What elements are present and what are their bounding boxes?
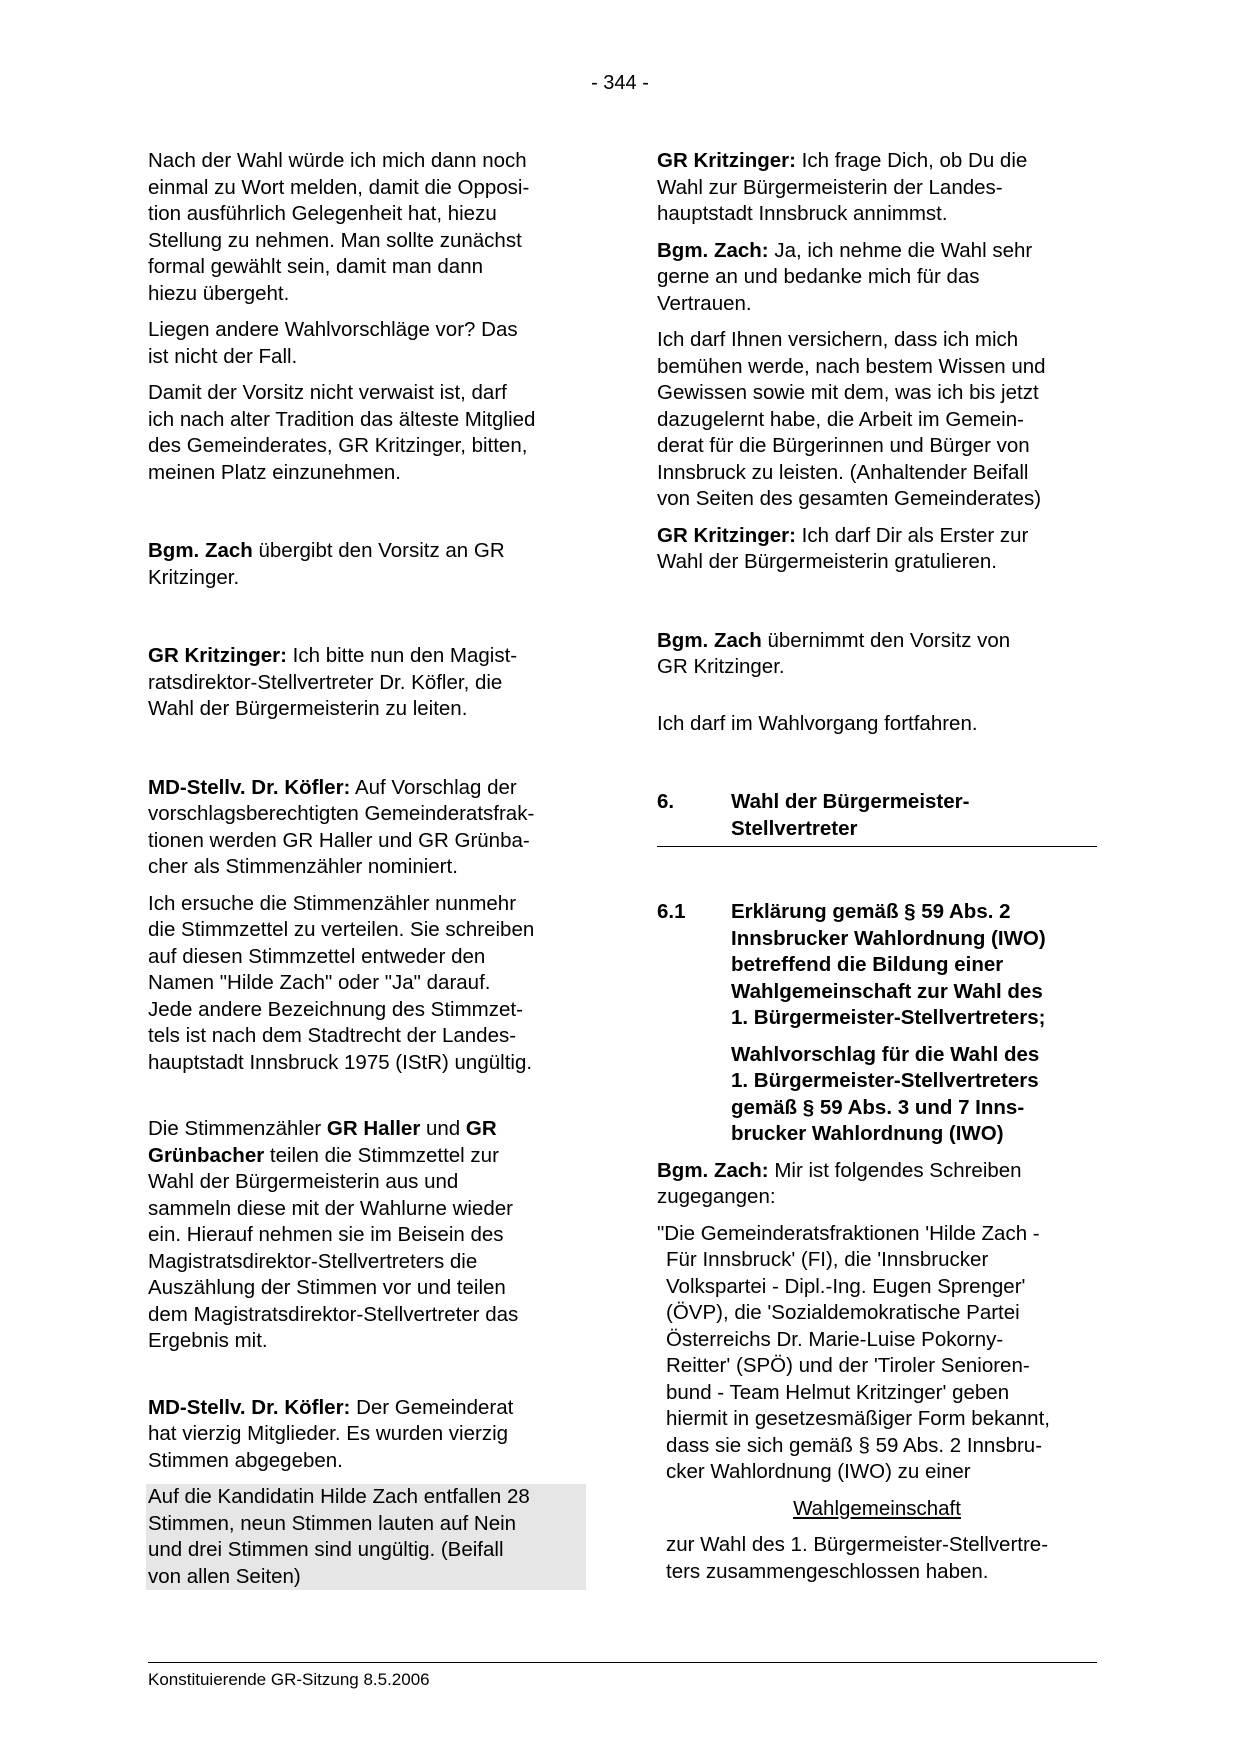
section-title: Erklärung gemäß § 59 Abs. 2 Innsbrucker Wahlordnung (IWO) betreffend die Bildung einer Wahlgemeinschaft zur Wahl des 1. Bürgermeister-Stellvertreters;: [731, 900, 1046, 1029]
speaker-name: MD-Stellv. Dr. Köfler:: [148, 1395, 351, 1419]
paragraph: Damit der Vorsitz nicht verwaist ist, darf ich nach alter Tradition das älteste Mitglied des Gemeinderates, GR Kritzinger, bitten, meinen Platz einzunehmen.: [148, 381, 536, 484]
paragraph: [657, 1158, 1097, 1211]
speech-text: Ja, ich nehme die Wahl sehr gerne an und bedanke mich für das Vertrauen.: [657, 238, 1033, 315]
speech-text: Mir ist folgendes Schreiben zugegangen:: [657, 1158, 1022, 1208]
speech-text: Ich bitte nun den Magist- ratsdirektor-Stellvertreter Dr. Köfler, die Wahl der Bürgermeisterin zu leiten.: [148, 644, 518, 720]
paragraph: [148, 1116, 586, 1355]
paragraph: Liegen andere Wahlvorschläge vor? Das ist nicht der Fall.: [148, 318, 518, 368]
speaker-name: Bgm. Zach:: [657, 238, 769, 262]
quote-body: Für Innsbruck' (FI), die 'Innsbrucker Volkspartei - Dipl.-Ing. Eugen Sprenger' (ÖVP), die 'Sozialdemokratische Partei Österreichs Dr. Marie-Luise Pokorny- Reitter' (SPÖ) und der 'Tiroler Senioren- bund - Team Helmut Kritzinger' geben hiermit in gesetzesmäßiger Form bekannt, dass sie sich gemäß § 59 Abs. 2 Innsbru- cker Wahlordnung (IWO) zu einer: [666, 1248, 1050, 1483]
text-run: und: [420, 1117, 466, 1140]
section-6-1-heading: [657, 899, 1097, 1032]
paragraph: [657, 148, 1097, 228]
paragraph: [657, 523, 1097, 576]
paragraph: [148, 1395, 586, 1475]
speaker-name: GR Grünbacher: [148, 1117, 497, 1167]
left-column: [148, 148, 586, 1600]
text-run: teilen die Stimmzettel zur Wahl der Bürgermeisterin aus und sammeln diese mit der Wahlurne wieder ein. Hierauf nehmen sie im Beisein des Magistratsdirektor-Stellvertreters die Auszählung der Stimmen vor und teilen dem Magistratsdirektor-Stellvertreter das Ergebnis mit.: [148, 1143, 519, 1352]
speaker-name: GR Kritzinger:: [148, 644, 287, 667]
speaker-name: Bgm. Zach:: [657, 1158, 769, 1182]
paragraph: [148, 643, 586, 723]
paragraph: Ich darf im Wahlvorgang fortfahren.: [657, 711, 978, 735]
paragraph: [657, 628, 1097, 681]
centered-term: Wahlgemeinschaft: [793, 1496, 961, 1520]
quote-closing: zur Wahl des 1. Bürgermeister-Stellvertre- ters zusammengeschlossen haben.: [666, 1533, 1049, 1583]
speaker-name: GR Haller: [326, 1117, 421, 1140]
speaker-name: Bgm. Zach: [148, 539, 253, 562]
footer-divider: [148, 1662, 1097, 1663]
section-title: Wahl der Bürgermeister- Stellvertreter: [731, 790, 970, 840]
right-column: [657, 148, 1097, 1595]
speaker-name: GR Kritzinger:: [657, 523, 796, 547]
speech-text: übernimmt den Vorsitz von GR Kritzinger.: [657, 628, 1011, 678]
section-number: 6.: [657, 790, 675, 813]
speech-text: Ich darf Dir als Erster zur Wahl der Bürgermeisterin gratulieren.: [657, 523, 1029, 573]
section-subtitle: Wahlvorschlag für die Wahl des 1. Bürgermeister-Stellvertreters gemäß § 59 Abs. 3 und 7 Inns- brucker Wahlordnung (IWO): [731, 1042, 1040, 1145]
paragraph: Ich darf Ihnen versichern, dass ich mich bemühen werde, nach bestem Wissen und Gewissen sowie mit dem, was ich bis jetzt dazugelernt habe, die Arbeit im Gemein- derat für die Bürgerinnen und Bürger von Innsbruck zu leisten. (Anhaltender Beifall von Seiten des gesamten Gemeinderates): [657, 328, 1046, 510]
footer-text: Konstituierende GR-Sitzung 8.5.2006: [148, 1670, 430, 1689]
paragraph: Ich ersuche die Stimmenzähler nunmehr die Stimmzettel zu verteilen. Sie schreiben auf diesen Stimmzettel entweder den Namen "Hilde Zach" oder "Ja" darauf. Jede andere Bezeichnung des Stimmzet- tels ist nach dem Stadtrecht der Landes- hauptstadt Innsbruck 1975 (IStR) ungültig.: [148, 891, 535, 1074]
section-number: 6.1: [657, 900, 686, 923]
paragraph: [657, 238, 1097, 318]
speaker-name: MD-Stellv. Dr. Köfler:: [148, 775, 351, 799]
speech-text: Der Gemeinderat hat vierzig Mitglieder. Es wurden vierzig Stimmen abgegeben.: [148, 1395, 514, 1472]
speech-text: Ich frage Dich, ob Du die Wahl zur Bürgermeisterin der Landes- hauptstadt Innsbruck annimmst.: [657, 149, 1028, 225]
speaker-name: GR Kritzinger:: [657, 149, 796, 172]
quote-first-line: "Die Gemeinderatsfraktionen 'Hilde Zach -: [657, 1221, 1040, 1245]
paragraph: Nach der Wahl würde ich mich dann noch einmal zu Wort melden, damit die Opposi- tion ausführlich Gelegenheit hat, hiezu Stellung zu nehmen. Man sollte zunächst formal gewählt sein, damit man dann hiezu übergeht.: [148, 149, 530, 305]
paragraph: [148, 538, 586, 591]
speech-text: übergibt den Vorsitz an GR Kritzinger.: [148, 539, 505, 589]
paragraph: [148, 775, 586, 881]
highlighted-result: Auf die Kandidatin Hilde Zach entfallen 28 Stimmen, neun Stimmen lauten auf Nein und drei Stimmen sind ungültig. (Beifall von allen Seiten): [146, 1484, 586, 1590]
text-run: Die Stimmenzähler: [148, 1117, 327, 1140]
speaker-name: Bgm. Zach: [657, 628, 762, 652]
page-number: - 344 -: [591, 72, 649, 94]
speech-text: Auf Vorschlag der vorschlagsberechtigten Gemeinderatsfrak- tionen werden GR Haller und GR Grünba- cher als Stimmenzähler nominiert.: [148, 775, 535, 878]
section-6-heading: [657, 789, 1097, 847]
